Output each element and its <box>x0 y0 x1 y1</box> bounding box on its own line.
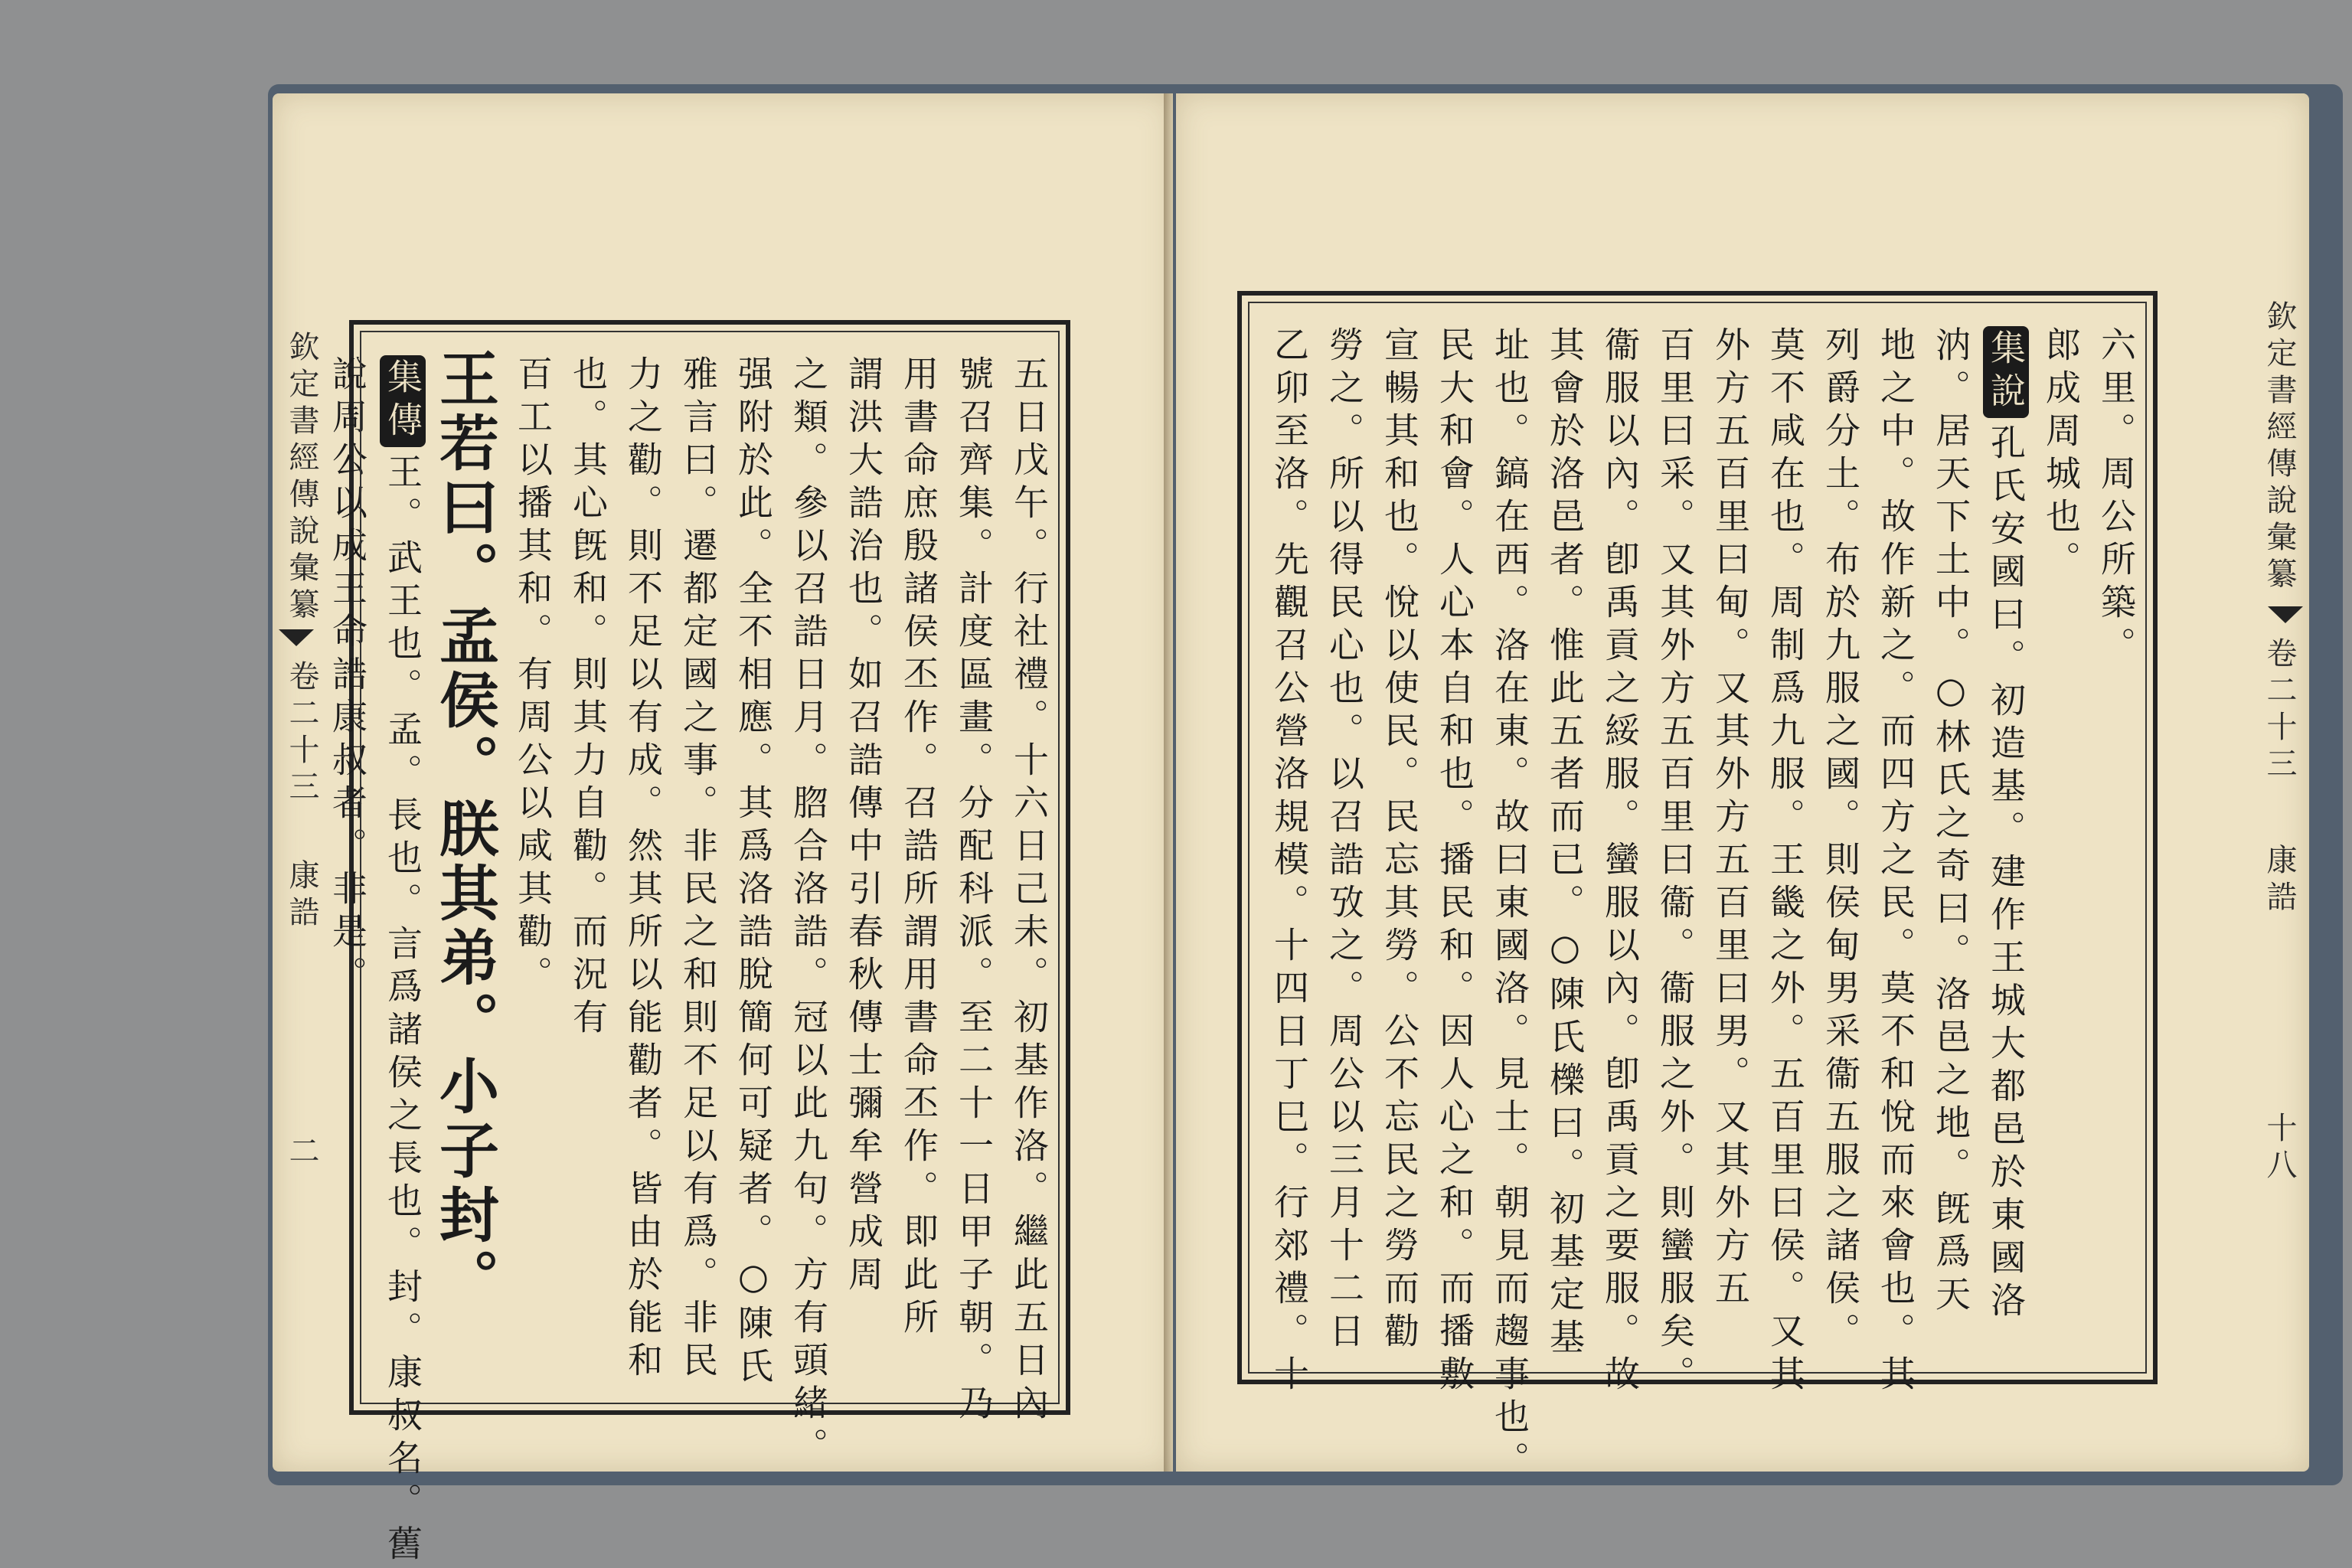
right-column-15: 乙卯至洛。先觀召公營洛規模。十四日丁巳。行郊禮。十 <box>1269 326 1310 1398</box>
jizhuan-tag: 集傳 <box>380 355 426 447</box>
left-fishtail-mark <box>279 629 314 646</box>
left-column-7: 雅言曰。遷都定國之事。非民之和則不足以有爲。非民 <box>678 355 719 1384</box>
right-text-frame <box>1237 291 2158 1484</box>
right-chapter-label: 康誥 <box>2262 844 2297 917</box>
left-leaf-number: 二 <box>284 1135 319 1171</box>
right-column-13: 宣暢其和也。悅以使民。民忘其勞。公不忘民之勞而勸 <box>1379 326 1420 1355</box>
right-juan-label: 卷二十三 <box>2262 637 2297 784</box>
left-margin-title: 欽定書經傳說彙纂 <box>284 331 319 625</box>
left-page <box>273 93 1173 1568</box>
right-column-12: 民大和會。人心本自和也。播民和。因人心之和。而播敷 <box>1434 326 1475 1398</box>
left-column-2: 號召齊集。計度區畫。分配科派。至二十一日甲子朝。乃 <box>953 355 995 1427</box>
jishuo-lead-text: 孔氏安國曰。初造基。建作王城大都邑於東國洛 <box>1985 424 2027 1325</box>
left-column-9: 也。其心旣和。則其力自勸。而況有 <box>567 355 609 1041</box>
jishuo-tag: 集說 <box>1983 326 2029 418</box>
right-column-1: 六里。周公所築。 <box>2096 326 2137 669</box>
right-fishtail-mark <box>2268 606 2303 623</box>
left-juan-label: 卷二十三 <box>284 660 319 807</box>
left-column-6: 强附於此。全不相應。其爲洛誥脫簡何可疑者。○陳氏 <box>733 355 774 1390</box>
right-column-5: 列爵分土。布於九服之國。則侯甸男采衞五服之諸侯。 <box>1820 326 1861 1355</box>
left-column-1: 五日戊午。行社禮。十六日己未。初基作洛。繼此五日內 <box>1008 355 1050 1427</box>
left-column-3: 用書命庶殷諸侯丕作。召誥所謂用書命丕作。即此所 <box>898 355 939 1341</box>
left-column-5: 之類。參以召誥日月。脗合洛誥。冠以此九句。方有頭緒。 <box>788 355 829 1470</box>
right-column-14: 勞之。所以得民心也。以召誥攷之。周公以三月十二日 <box>1324 326 1365 1355</box>
right-column-4: 地之中。故作新之。而四方之民。莫不和悅而來會也。其 <box>1875 326 1916 1398</box>
right-page <box>1176 93 2309 1484</box>
right-column-2: 郎成周城也。 <box>2040 326 2082 583</box>
left-column-4: 謂洪大誥治也。如召誥傳中引春秋傳士彌牟營成周 <box>843 355 884 1298</box>
left-column-10: 百工以播其和。有周公以咸其勸。 <box>512 355 554 998</box>
left-last-column: 說周公以成王命誥康叔者。非是。 <box>327 355 368 998</box>
left-chapter-label: 康誥 <box>284 859 319 933</box>
right-column-11: 址也。鎬在西。洛在東。故曰東國洛。見士。朝見而趨事也。 <box>1489 326 1530 1484</box>
right-leaf-number: 十八 <box>2262 1112 2297 1185</box>
right-column-7: 外方五百里曰甸。又其外方五百里曰男。又其外方五 <box>1710 326 1751 1312</box>
jishuo-column <box>1983 326 2029 1325</box>
left-column-8: 力之勸。則不足以有成。然其所以能勸者。皆由於能和 <box>622 355 664 1384</box>
right-column-9: 衞服以內。卽禹貢之綏服。蠻服以內。卽禹貢之要服。故 <box>1599 326 1641 1398</box>
main-heading: 王若曰。孟侯。朕其弟。小子封。 <box>430 348 499 1312</box>
right-column-10: 其會於洛邑者。惟此五者而已。○陳氏櫟曰。初基定基 <box>1544 326 1586 1361</box>
right-column-3: 汭。居天下土中。○林氏之奇曰。洛邑之地。旣爲天 <box>1930 326 1971 1318</box>
jizhuan-text: 王。武王也。孟。長也。言爲諸侯之長也。封。康叔名。舊 <box>382 453 423 1568</box>
jizhuan-column <box>380 355 426 1568</box>
left-text-frame <box>327 320 1070 1568</box>
right-column-6: 莫不咸在也。周制爲九服。王畿之外。五百里曰侯。又其 <box>1765 326 1806 1398</box>
right-margin-title: 欽定書經傳說彙纂 <box>2262 300 2297 594</box>
right-column-8: 百里曰采。又其外方五百里曰衞。衞服之外。則蠻服矣。 <box>1655 326 1696 1398</box>
